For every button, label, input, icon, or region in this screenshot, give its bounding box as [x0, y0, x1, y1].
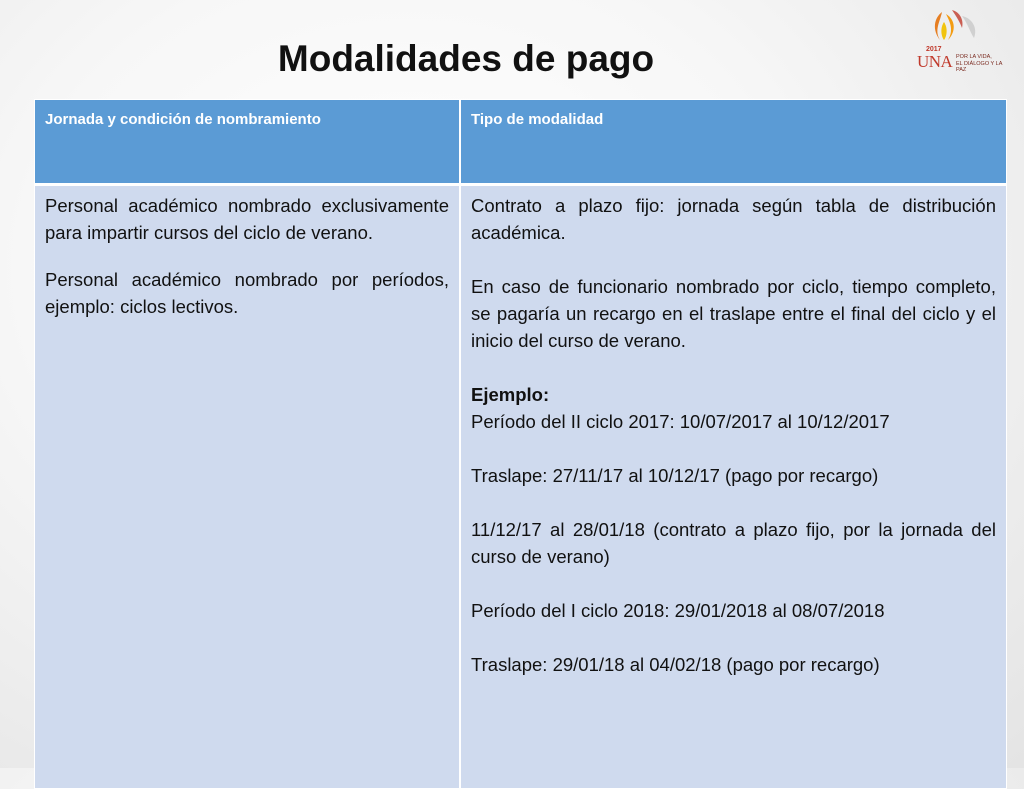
example-label: Ejemplo:	[471, 384, 550, 405]
una-logo	[916, 8, 1006, 72]
right-paragraph-4: Traslape: 27/11/17 al 10/12/17 (pago por recargo)	[471, 465, 879, 486]
right-paragraph-2: En caso de funcionario nombrado por ciclo, tiempo completo, se pagaría un recargo en el traslape entre el final del ciclo y el inicio del curso de verano.	[471, 276, 996, 351]
right-paragraph-3: Período del II ciclo 2017: 10/07/2017 al 10/12/2017	[471, 411, 890, 432]
right-paragraph-7: Traslape: 29/01/18 al 04/02/18 (pago por recargo)	[471, 654, 880, 675]
header-jornada: Jornada y condición de nombramiento	[35, 100, 460, 185]
right-paragraph-1: Contrato a plazo fijo: jornada según tabla de distribución académica.	[471, 195, 996, 243]
payment-modalities-table	[34, 99, 1007, 789]
flame-icon	[916, 8, 1006, 48]
table-header-row	[35, 100, 1006, 185]
cell-modalidad	[460, 185, 1006, 789]
left-paragraph-1: Personal académico nombrado exclusivamente para impartir cursos del ciclo de verano.	[45, 195, 449, 243]
cell-jornada	[35, 185, 460, 789]
right-paragraph-5: 11/12/17 al 28/01/18 (contrato a plazo fijo, por la jornada del curso de verano)	[471, 519, 996, 567]
left-paragraph-2: Personal académico nombrado por períodos, ejemplo: ciclos lectivos.	[45, 269, 449, 317]
logo-slogan-line2: EL DIÁLOGO Y LA PAZ	[956, 60, 1003, 73]
page-title: Modalidades de pago	[277, 38, 655, 79]
header-tipo-modalidad: Tipo de modalidad	[460, 100, 1006, 185]
right-paragraph-6: Período del I ciclo 2018: 29/01/2018 al 08/07/2018	[471, 600, 885, 621]
logo-year: 2017	[926, 46, 942, 53]
table-row	[35, 185, 1006, 789]
logo-name: UNA	[917, 52, 953, 71]
logo-slogan-line1: POR LA VIDA,	[956, 54, 992, 60]
logo-slogan	[956, 54, 1008, 74]
